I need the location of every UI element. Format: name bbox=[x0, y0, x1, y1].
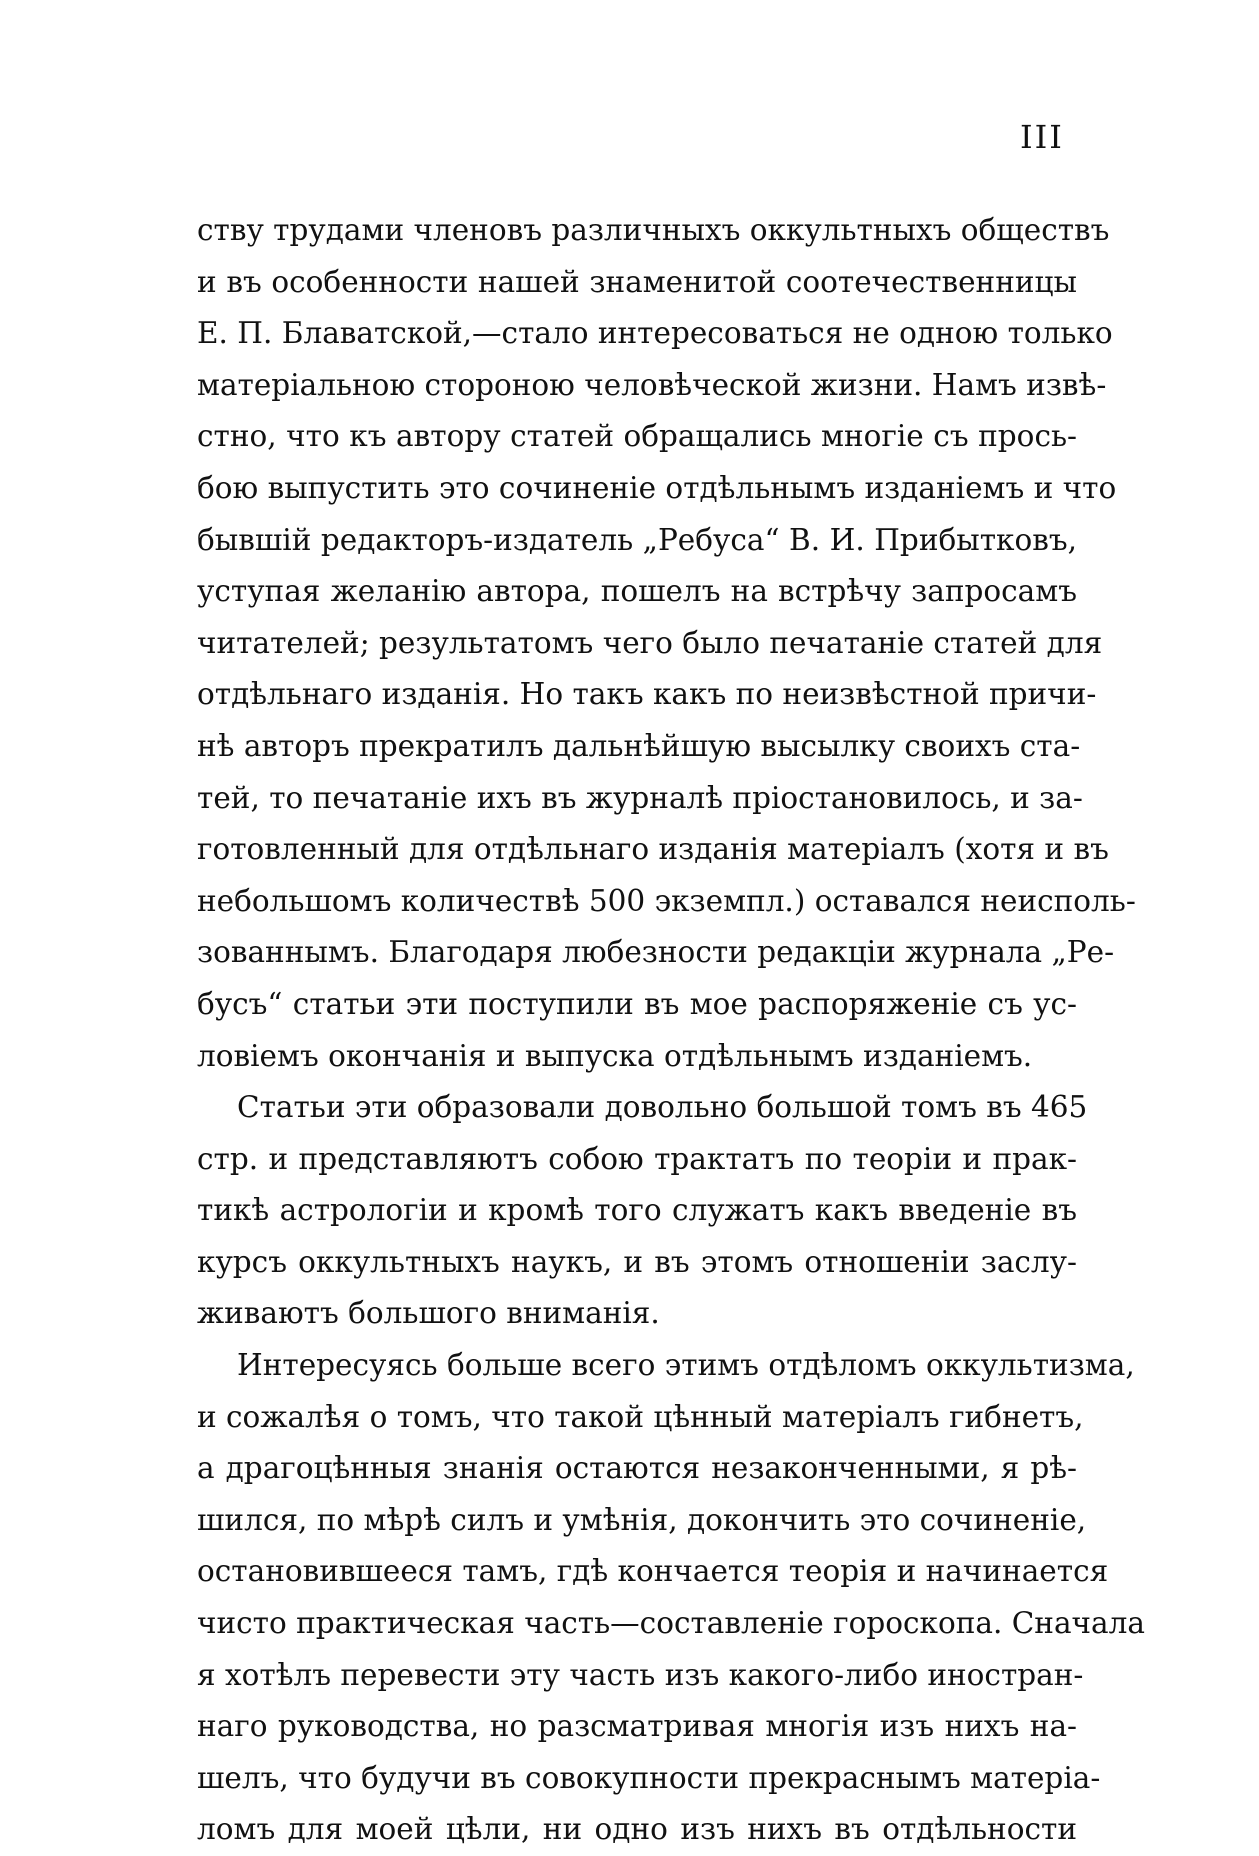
text-line: Е. П. Блаватской,—стало интересоваться не одною только bbox=[197, 316, 1113, 351]
paragraph bbox=[197, 1340, 1145, 1856]
paragraph bbox=[197, 1082, 1088, 1340]
text-line: шелъ, что будучи въ совокупности прекраснымъ матерiа- bbox=[197, 1760, 1101, 1795]
text-line: бывшiй редакторъ-издатель „Ребуса“ В. И. Прибытковъ, bbox=[197, 522, 1077, 557]
text-line: чисто практическая часть—составленiе гороскопа. Сначала bbox=[197, 1606, 1145, 1641]
text-line: тей, то печатанiе ихъ въ журналѣ прiостановилось, и за- bbox=[197, 780, 1083, 815]
text-line: тикѣ астрологiи и кромѣ того служатъ какъ введенiе въ bbox=[197, 1193, 1077, 1228]
text-line: нѣ авторъ прекратилъ дальнѣйшую высылку своихъ ста- bbox=[197, 728, 1081, 763]
text-line: наго руководства, но разсматривая многiя изъ нихъ на- bbox=[197, 1709, 1077, 1744]
text-line: шился, по мѣрѣ силъ и умѣнiя, докончить это сочиненiе, bbox=[197, 1502, 1087, 1537]
text-line: я хотѣлъ перевести эту часть изъ какого-либо иностран- bbox=[197, 1657, 1084, 1692]
text-line: и сожалѣя о томъ, что такой цѣнный матерiалъ гибнетъ, bbox=[197, 1399, 1084, 1434]
text-line: читателей; результатомъ чего было печатанiе статей для bbox=[197, 625, 1103, 660]
text-line: ству трудами членовъ различныхъ оккультныхъ обществъ bbox=[197, 213, 1110, 247]
text-line: ломъ для моей цѣли, ни одно изъ нихъ въ отдѣльности bbox=[197, 1812, 1077, 1847]
text-line: матерiальною стороною человѣческой жизни. Намъ извѣ- bbox=[197, 367, 1107, 402]
paragraph bbox=[197, 205, 1136, 1082]
body-text bbox=[197, 205, 1145, 1856]
text-line: зованнымъ. Благодаря любезности редакцiи журнала „Ре- bbox=[197, 935, 1115, 970]
text-line: отдѣльнаго изданiя. Но такъ какъ по неизвѣстной причи- bbox=[197, 677, 1097, 712]
text-line: бою выпустить это сочиненiе отдѣльнымъ изданiемъ и что bbox=[197, 470, 1117, 505]
text-line: готовленный для отдѣльнаго изданiя матерiалъ (хотя и въ bbox=[197, 832, 1109, 867]
text-line: остановившееся тамъ, гдѣ кончается теорiя и начинается bbox=[197, 1554, 1109, 1589]
text-line: стно, что къ автору статей обращались многiе съ прось- bbox=[197, 419, 1077, 454]
text-line: ловiемъ окончанiя и выпуска отдѣльнымъ изданiемъ. bbox=[197, 1038, 1033, 1073]
text-line: курсъ оккультныхъ наукъ, и въ этомъ отношенiи заслу- bbox=[197, 1244, 1077, 1279]
text-line: бусъ“ статьи эти поступили въ мое распоряженiе съ ус- bbox=[197, 986, 1077, 1021]
text-line: уступая желанiю автора, пошелъ на встрѣчу запросамъ bbox=[197, 574, 1077, 609]
text-line: и въ особенности нашей знаменитой соотечественницы bbox=[197, 264, 1077, 299]
text-line: живаютъ большого вниманiя. bbox=[197, 1296, 660, 1331]
text-line: Интересуясь больше всего этимъ отдѣломъ оккультизма, bbox=[237, 1348, 1135, 1383]
text-line: небольшомъ количествѣ 500 экземпл.) оставался неисполь- bbox=[197, 883, 1136, 918]
text-line: а драгоцѣнныя знанiя остаются незаконченными, я рѣ- bbox=[197, 1451, 1077, 1486]
text-line: стр. и представляютъ собою трактатъ по теорiи и прак- bbox=[197, 1141, 1077, 1176]
page-number: III bbox=[1020, 118, 1064, 156]
text-line: Статьи эти образовали довольно большой томъ въ 465 bbox=[237, 1090, 1088, 1125]
